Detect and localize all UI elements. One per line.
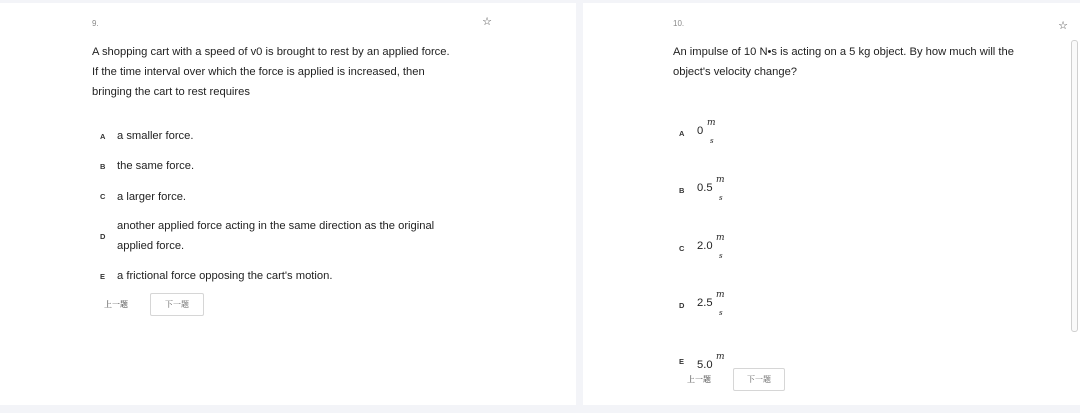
option-value [697,234,737,264]
unit-denominator: s [719,194,723,202]
unit-numerator: m [716,352,725,362]
question-number: 10. [673,19,685,28]
option-letter: E [679,357,685,366]
value-number: 2.0 [697,240,713,252]
unit-denominator: s [719,252,723,260]
option-text: a larger force. [117,191,187,203]
pin-icon[interactable]: ☆ [482,16,492,28]
unit-numerator: m [716,290,725,300]
question-card-10 [583,3,1080,405]
option-text: a frictional force opposing the cart's motion. [117,270,333,282]
option-letter: C [679,244,685,253]
pin-icon[interactable]: ☆ [1058,20,1068,32]
prev-question-button[interactable]: 上一题 [687,375,711,384]
value-number: 0.5 [697,182,713,194]
vertical-scrollbar[interactable] [1071,40,1078,332]
option-letter: A [100,132,106,141]
option-text: a smaller force. [117,130,194,142]
unit-denominator: s [719,309,723,317]
option-e[interactable] [673,349,753,371]
unit-numerator: m [716,233,725,243]
question-number: 9. [92,19,99,28]
question-line: A shopping cart with a speed of v0 is brought to rest by an applied force. [92,46,450,58]
option-text: the same force. [117,160,195,172]
option-letter: A [679,129,685,138]
option-letter: D [100,232,106,241]
option-value [697,291,737,321]
option-letter: D [679,301,685,310]
unit-numerator: m [707,118,716,128]
option-letter: E [100,272,106,281]
next-question-button[interactable]: 下一题 [733,368,785,391]
option-value [697,176,737,206]
question-text [92,42,450,102]
option-text-line2: applied force. [117,240,185,252]
question-line: If the time interval over which the force is applied is increased, then [92,66,425,78]
question-line: bringing the cart to rest requires [92,86,250,98]
question-line: An impulse of 10 N•s is acting on a 5 kg object. By how much will the [673,46,1014,58]
option-text-line1: another applied force acting in the same direction as the original [117,220,435,232]
option-letter: B [100,162,106,171]
value-number: 0 [697,125,704,137]
value-number: 5.0 [697,359,713,371]
unit-numerator: m [716,175,725,185]
next-question-button[interactable]: 下一题 [150,293,204,316]
question-line: object's velocity change? [673,66,798,78]
unit-denominator: s [710,137,714,145]
value-number: 2.5 [697,297,713,309]
option-value [697,119,727,149]
question-card-9 [0,3,576,405]
option-letter: C [100,192,106,201]
option-letter: B [679,186,685,195]
prev-question-button[interactable]: 上一题 [104,300,128,309]
question-text [673,42,1014,82]
